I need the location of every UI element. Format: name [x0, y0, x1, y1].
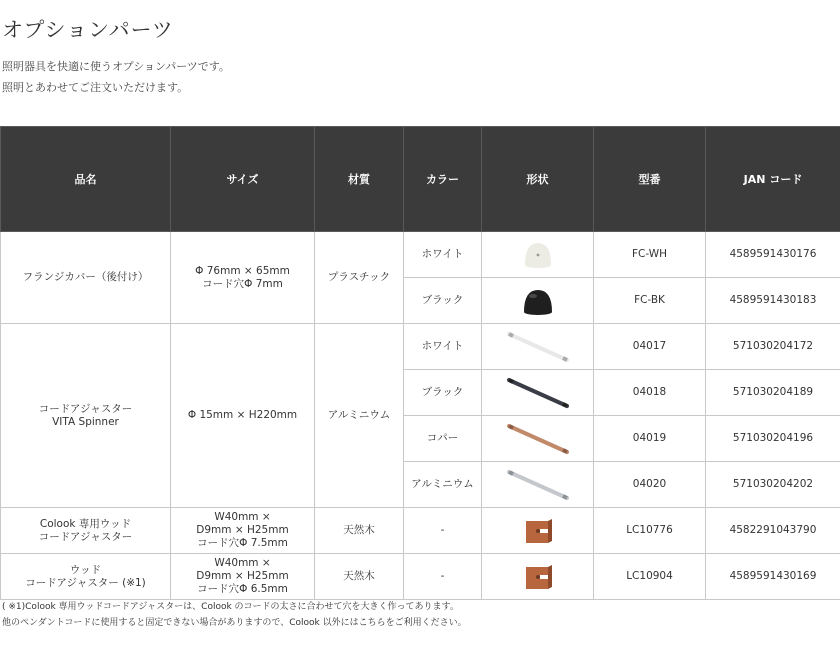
- size-line: Φ 15mm × H220mm: [187, 409, 298, 421]
- shape-cell: [482, 554, 594, 600]
- jan-cell: 4589591430169: [706, 554, 840, 600]
- product-name-cell: [1, 508, 171, 554]
- size-line: Φ 76mm × 65mm: [195, 264, 290, 277]
- product-name-cell: [1, 554, 171, 600]
- flange-body: [524, 290, 552, 312]
- intro-line-2: 照明とあわせてご注文いただけます。: [2, 81, 189, 94]
- product-name: コードアジャスター (※1): [25, 576, 146, 589]
- material-cell: プラスチック: [315, 232, 404, 324]
- header-jan: JAN コード: [706, 127, 840, 232]
- header-shape: 形状: [482, 127, 594, 232]
- rod-body: [509, 472, 567, 498]
- model-cell: LC10904: [594, 554, 706, 600]
- size-line: W40mm ×: [214, 511, 271, 523]
- product-name: コードアジャスター: [38, 402, 133, 415]
- cord-adjuster-aluminium-image: [503, 465, 573, 505]
- product-name-cell: [1, 232, 171, 324]
- size-cell: [171, 232, 315, 324]
- shape-cell: [482, 416, 594, 462]
- color-cell: アルミニウム: [404, 462, 482, 508]
- model-cell: 04017: [594, 324, 706, 370]
- header-size: サイズ: [171, 127, 315, 232]
- color-cell: ホワイト: [404, 324, 482, 370]
- shape-cell: [482, 370, 594, 416]
- product-name: フランジカバー（後付け）: [22, 271, 149, 283]
- material-cell: アルミニウム: [315, 324, 404, 508]
- table-row: [1, 554, 840, 600]
- shape-cell: [482, 324, 594, 370]
- flange-cover-black-image: [518, 281, 558, 321]
- flange-rim: [524, 309, 552, 315]
- size-line: D9mm × H25mm: [196, 570, 289, 582]
- rod-body: [509, 380, 567, 406]
- flange-cover-white-image: [518, 235, 558, 275]
- size-line: D9mm × H25mm: [196, 524, 289, 536]
- product-name: VITA Spinner: [52, 415, 119, 428]
- color-cell: ブラック: [404, 370, 482, 416]
- model-cell: 04019: [594, 416, 706, 462]
- size-line: コード穴Φ 6.5mm: [197, 583, 288, 595]
- size-line: コード穴Φ 7.5mm: [197, 537, 288, 549]
- jan-cell: 571030204172: [706, 324, 840, 370]
- product-name-cell: [1, 324, 171, 508]
- color-cell: ホワイト: [404, 232, 482, 278]
- color-cell: -: [404, 554, 482, 600]
- flange-hole: [536, 253, 539, 256]
- cord-adjuster-copper-image: [503, 419, 573, 459]
- flange-rim: [525, 262, 551, 268]
- header-model: 型番: [594, 127, 706, 232]
- cord-adjuster-white-image: [503, 327, 573, 367]
- material-cell: 天然木: [315, 508, 404, 554]
- product-name: コードアジャスター: [38, 530, 133, 543]
- model-cell: LC10776: [594, 508, 706, 554]
- option-parts-table: [0, 126, 840, 600]
- jan-cell: 4582291043790: [706, 508, 840, 554]
- color-cell: コパー: [404, 416, 482, 462]
- jan-cell: 4589591430183: [706, 278, 840, 324]
- rod-body: [509, 426, 567, 452]
- header-color: カラー: [404, 127, 482, 232]
- wood-adjuster-image: [518, 511, 558, 551]
- material-cell: 天然木: [315, 554, 404, 600]
- model-cell: 04018: [594, 370, 706, 416]
- cord-adjuster-black-image: [503, 373, 573, 413]
- header-material: 材質: [315, 127, 404, 232]
- size-cell: [171, 324, 315, 508]
- rod-body: [509, 334, 567, 360]
- table-row: [1, 324, 840, 370]
- jan-cell: 571030204202: [706, 462, 840, 508]
- size-cell: [171, 554, 315, 600]
- color-cell: -: [404, 508, 482, 554]
- page-title: オプションパーツ: [2, 18, 174, 42]
- model-cell: 04020: [594, 462, 706, 508]
- shape-cell: [482, 462, 594, 508]
- model-cell: FC-WH: [594, 232, 706, 278]
- size-line: W40mm ×: [214, 557, 271, 569]
- footnote-2: 他のペンダントコードに使用すると固定できない場合がありますので、Colook 以外にはこちらをご利用ください。: [2, 618, 467, 628]
- footnote-1: ( ※1)Colook 専用ウッドコードアジャスターは、Colook のコードの太さに合わせて穴を大きく作ってあります。: [2, 602, 459, 612]
- jan-cell: 4589591430176: [706, 232, 840, 278]
- intro-line-1: 照明器具を快適に使うオプションパーツです。: [2, 60, 230, 73]
- color-cell: ブラック: [404, 278, 482, 324]
- shape-cell: [482, 232, 594, 278]
- table-row: [1, 232, 840, 278]
- product-name: ウッド: [69, 563, 102, 576]
- table-row: [1, 508, 840, 554]
- table-header-row: [1, 127, 840, 232]
- size-line: コード穴Φ 7mm: [202, 277, 283, 290]
- jan-cell: 571030204189: [706, 370, 840, 416]
- product-name: Colook 専用ウッド: [39, 517, 132, 530]
- header-name: 品名: [1, 127, 171, 232]
- wood-adjuster-image: [518, 557, 558, 597]
- model-cell: FC-BK: [594, 278, 706, 324]
- shape-cell: [482, 278, 594, 324]
- size-cell: [171, 508, 315, 554]
- jan-cell: 571030204196: [706, 416, 840, 462]
- shape-cell: [482, 508, 594, 554]
